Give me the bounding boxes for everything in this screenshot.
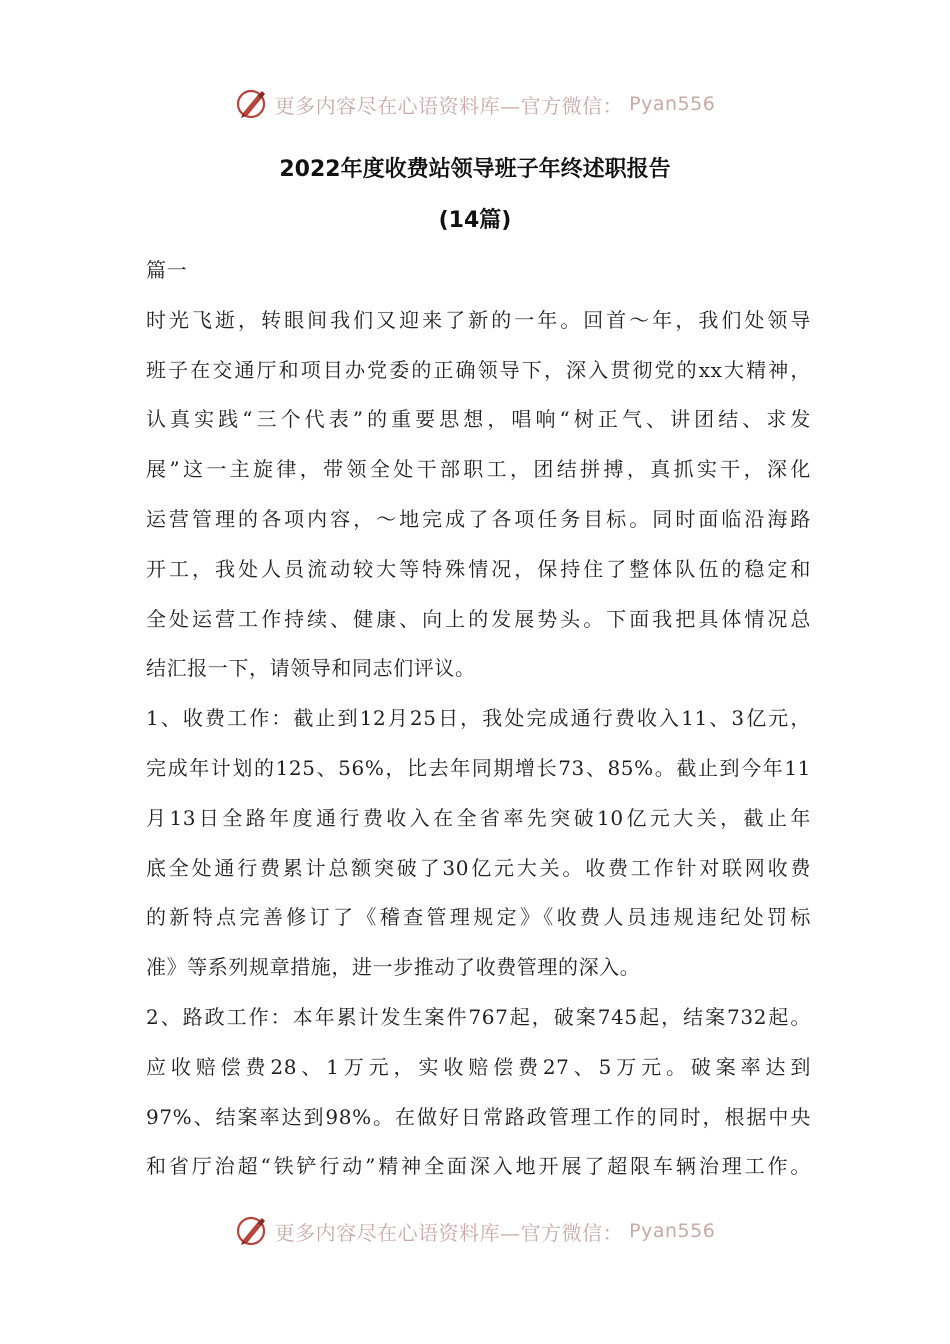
text-line: 底全处通行费累计总额突破了30亿元大关。收费工作针对联网收费 bbox=[146, 855, 811, 880]
watermark-text: 更多内容尽在心语资料库—官方微信： bbox=[274, 93, 624, 118]
text-line: 全处运营工作持续、健康、向上的发展势头。下面我把具体情况总 bbox=[146, 606, 811, 631]
text-line: 运营管理的各项内容，～地完成了各项任务目标。同时面临沿海路 bbox=[146, 506, 811, 531]
watermark-text: 更多内容尽在心语资料库—官方微信： bbox=[274, 1220, 624, 1245]
pen-logo-icon bbox=[235, 1214, 269, 1248]
pen-logo-icon bbox=[235, 87, 269, 121]
text-line: 应收赔偿费28、1万元，实收赔偿费27、5万元。破案率达到 bbox=[146, 1054, 811, 1079]
text-line: 开工，我处人员流动较大等特殊情况，保持住了整体队伍的稳定和 bbox=[146, 556, 811, 581]
section-heading: 篇一 bbox=[146, 258, 188, 282]
watermark-handle: Pyan556 bbox=[629, 93, 716, 115]
text-line: 97%、结案率达到98%。在做好日常路政管理工作的同时，根据中央 bbox=[146, 1104, 811, 1129]
document-body bbox=[146, 253, 811, 1199]
text-line: 1、收费工作：截止到12月25日，我处完成通行费收入11、3亿元， bbox=[146, 706, 811, 731]
text-line: 班子在交通厅和项目办党委的正确领导下，深入贯彻党的xx大精神， bbox=[146, 357, 811, 382]
text-line: 准》等系列规章措施，进一步推动了收费管理的深入。 bbox=[146, 955, 641, 980]
watermark-header bbox=[0, 84, 950, 124]
text-line: 结汇报一下，请领导和同志们评议。 bbox=[146, 656, 476, 681]
document-subtitle: (14篇) bbox=[438, 208, 512, 233]
text-line: 2、路政工作：本年累计发生案件767起，破案745起，结案732起。 bbox=[146, 1004, 811, 1029]
text-line: 认真实践“三个代表”的重要思想，唱响“树正气、讲团结、求发 bbox=[146, 407, 811, 432]
watermark-handle: Pyan556 bbox=[629, 1220, 716, 1242]
text-line: 的新特点完善修订了《稽查管理规定》《收费人员违规违纪处罚标 bbox=[146, 905, 811, 930]
watermark-footer bbox=[0, 1211, 950, 1251]
document-title: 2022年度收费站领导班子年终述职报告 bbox=[279, 157, 671, 182]
text-line: 时光飞逝，转眼间我们又迎来了新的一年。回首～年，我们处领导 bbox=[146, 307, 811, 332]
text-line: 完成年计划的125、56%，比去年同期增长73、85%。截止到今年11 bbox=[146, 755, 811, 780]
text-line: 和省厅治超“铁铲行动”精神全面深入地开展了超限车辆治理工作。 bbox=[146, 1154, 811, 1179]
text-line: 月13日全路年度通行费收入在全省率先突破10亿元大关，截止年 bbox=[146, 805, 811, 830]
text-line: 展”这一主旋律，带领全处干部职工，团结拼搏，真抓实干，深化 bbox=[146, 457, 811, 482]
